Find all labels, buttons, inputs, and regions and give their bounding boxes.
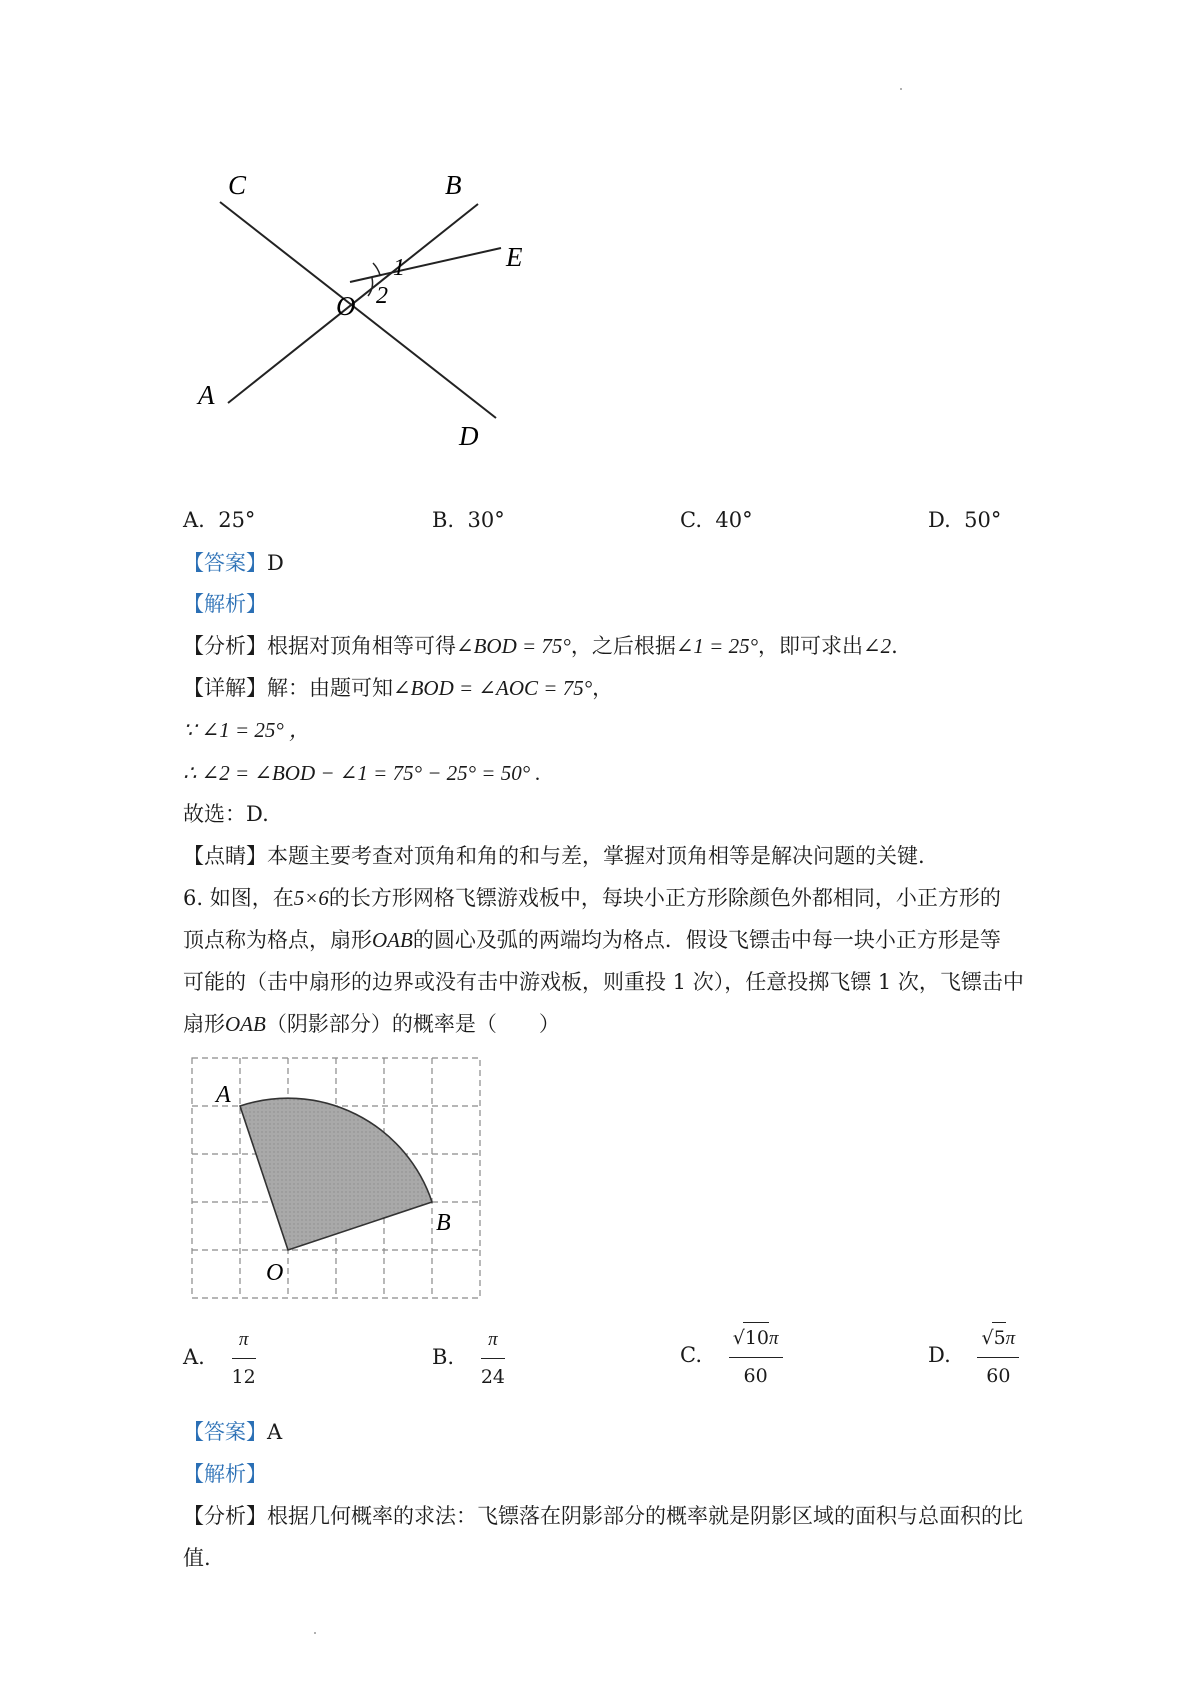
angle-arc-1 [373, 263, 380, 275]
fraction: $\frac{\pi}{12}$ [232, 1325, 256, 1392]
q5-dianjing: 【点睛】本题主要考查对顶角和角的和与差，掌握对顶角相等是解决问题的关键. [183, 844, 925, 868]
q6-fenxi-line2: 值. [183, 1546, 211, 1570]
q5-option-a: A. 25° [183, 508, 256, 532]
q6-option-b: B. $\frac{\pi}{24}$ [432, 1325, 505, 1392]
q6-answer: 【答案】A [183, 1420, 283, 1444]
q5-answer: 【答案】D [183, 551, 284, 575]
label-d: D [459, 421, 479, 451]
q6-analysis-heading: 【解析】 [183, 1462, 267, 1486]
shaded-sector-oab [240, 1098, 432, 1250]
q5-analysis-heading: 【解析】 [183, 592, 267, 616]
q6-fenxi-line1: 【分析】根据几何概率的求法：飞镖落在阴影部分的概率就是阴影区域的面积与总面积的比 [183, 1504, 1023, 1528]
q5-option-c: C. 40° [680, 508, 753, 532]
label-e: E [506, 242, 523, 272]
label-a: A [198, 380, 215, 410]
q6-stem-line1: 6. 如图，在5×6的长方形网格飞镖游戏板中，每块小正方形除颜色外都相同，小正方形的 [183, 886, 1001, 910]
label-1: 1 [393, 255, 405, 281]
q5-therefore-line: ∴ ∠2 = ∠BOD − ∠1 = 75° − 25° = 50° . [183, 761, 541, 785]
label-c: C [228, 170, 247, 200]
q5-option-b: B. 30° [432, 508, 505, 532]
label-o: O [336, 291, 356, 321]
page-speck-bottom [314, 1632, 316, 1634]
line-cd [220, 202, 496, 418]
q6-stem-line4: 扇形OAB（阴影部分）的概率是（ ） [183, 1012, 560, 1036]
label-b: B [436, 1210, 451, 1236]
q5-guxuan: 故选：D. [183, 802, 269, 826]
q6-stem-line3: 可能的（击中扇形的边界或没有击中游戏板，则重投 1 次），任意投掷飞镖 1 次，飞镖击中 [183, 970, 1024, 994]
label-2: 2 [376, 283, 388, 309]
q6-option-c: C. $\frac{√10\pi}{60}$ [680, 1322, 783, 1391]
label-b: B [445, 170, 462, 200]
q6-stem-line2: 顶点称为格点，扇形OAB的圆心及弧的两端均为格点．假设飞镖击中每一块小正方形是等 [183, 928, 1001, 952]
q6-option-a: A. $\frac{\pi}{12}$ [183, 1325, 256, 1392]
angle-arc-2 [368, 278, 373, 296]
label-a: A [216, 1082, 231, 1108]
label-o: O [266, 1260, 284, 1286]
fraction: $\frac{√10\pi}{60}$ [729, 1322, 783, 1391]
q5-option-d: D. 50° [928, 508, 1002, 532]
fraction: $\frac{√5\pi}{60}$ [977, 1322, 1019, 1391]
q5-fenxi: 【分析】根据对顶角相等可得∠BOD = 75°，之后根据∠1 = 25°，即可求出∠2. [183, 634, 898, 658]
dartboard-grid-figure [180, 1050, 500, 1310]
ray-oe [350, 248, 501, 282]
fraction: $\frac{\pi}{24}$ [481, 1325, 505, 1392]
q6-option-d: D. $\frac{√5\pi}{60}$ [928, 1322, 1019, 1391]
page-speck-top [900, 88, 902, 90]
q5-because-line: ∵ ∠1 = 25° ， [183, 718, 311, 742]
q5-xiangjie: 【详解】解：由题可知∠BOD = ∠AOC = 75°， [183, 676, 614, 700]
intersecting-lines-figure [180, 160, 560, 460]
